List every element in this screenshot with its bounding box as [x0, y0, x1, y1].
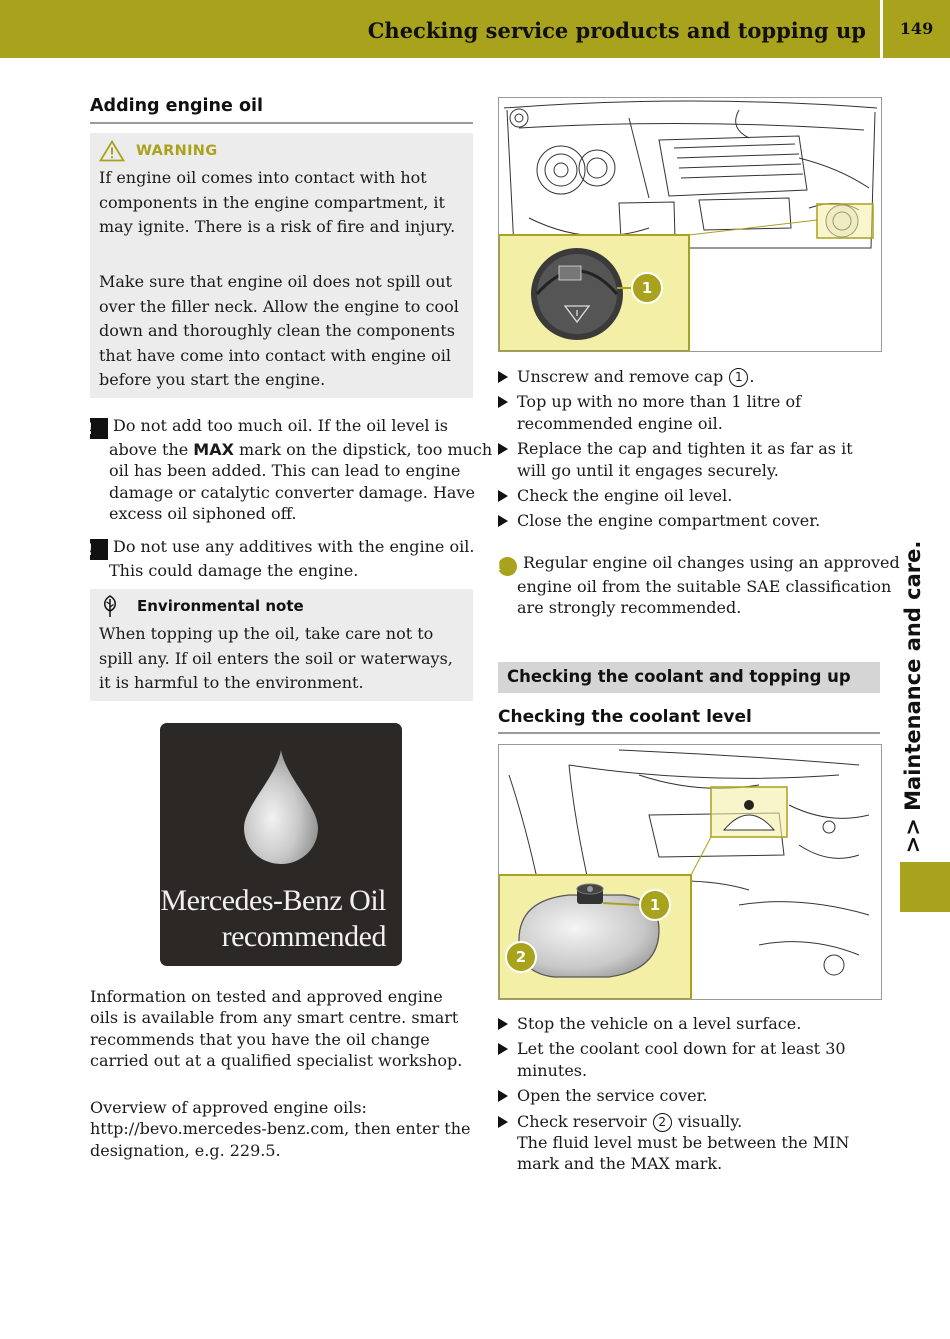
cap-reference: 1 [729, 368, 748, 387]
list-item: Stop the vehicle on a level surface. [498, 1013, 883, 1034]
coolant-subsection-title: Checking the coolant level [498, 707, 752, 727]
reservoir-reference: 2 [653, 1113, 672, 1132]
logo-line-2: recommended [221, 920, 386, 953]
callout-1: 1 [641, 279, 653, 297]
list-item: Top up with no more than 1 litre of recommended engine oil. [498, 391, 883, 434]
triangle-bullet-icon [498, 1090, 508, 1102]
oil-recommended-logo [160, 723, 402, 966]
info-icon: i [498, 557, 517, 576]
notice-additives: ! Do not use any additives with the engine oil. This could damage the engine. [85, 537, 475, 580]
triangle-bullet-icon [498, 1116, 508, 1128]
warning-box [90, 133, 473, 398]
warning-icon [99, 140, 125, 162]
triangle-bullet-icon [498, 443, 508, 455]
coolant-illustration [499, 745, 881, 999]
list-item: Let the coolant cool down for at least 30 minutes. [498, 1038, 883, 1081]
coolant-steps-list [498, 1013, 883, 1175]
list-item: Replace the cap and tighten it as far as it will go until it engages securely. [498, 438, 883, 481]
engine-compartment-figure [498, 97, 882, 352]
page-title: Checking service products and topping up [367, 18, 866, 43]
list-item: Close the engine compartment cover. [498, 510, 883, 531]
notice-overfill: ! Do not add too much oil. If the oil level is above the MAX mark on the dipstick, too much oil has been added. This can lead to engine damage or catalytic converter damage. Have excess oil siphoned off. [85, 416, 493, 524]
coolant-section-band [498, 662, 880, 693]
triangle-bullet-icon [498, 371, 508, 383]
page-number-box [883, 0, 950, 58]
callout-2: 2 [515, 948, 527, 966]
leaf-icon [99, 594, 121, 618]
section-title: Adding engine oil [90, 96, 263, 116]
max-mark: MAX [193, 440, 234, 459]
info-note: i Regular engine oil changes using an approved engine oil from the suitable SAE classification are strongly recommended. [495, 553, 900, 618]
side-tab-label: Maintenance and care. [901, 540, 925, 811]
list-item: Open the service cover. [498, 1085, 883, 1106]
coolant-section-title: Checking the coolant and topping up [507, 667, 851, 686]
coolant-reservoir-figure [498, 744, 882, 1000]
approved-oils-overview: Overview of approved engine oils: http://bevo.mercedes-benz.com, then enter the designation, e.g. 229.5. [90, 1098, 471, 1160]
list-item: Check reservoir 2 visually. The fluid level must be between the MIN mark and the MAX mark. [498, 1111, 883, 1175]
triangle-bullet-icon [498, 490, 508, 502]
triangle-bullet-icon [498, 515, 508, 527]
subsection-rule [498, 732, 880, 734]
triangle-bullet-icon [498, 396, 508, 408]
approved-oils-info: Information on tested and approved engine oils is available from any smart centre. smart recommends that you have the oil change carried out at a qualified specialist workshop. [90, 987, 463, 1071]
oil-steps-list [498, 366, 883, 532]
exclamation-icon: ! [90, 418, 108, 439]
engine-illustration [499, 98, 881, 351]
logo-line-1: Mercedes-Benz Oil [160, 884, 386, 917]
warning-text-1: If engine oil comes into contact with hot components in the engine compartment, it may ignite. There is a risk of fire and injury. [99, 168, 456, 237]
callout-1: 1 [649, 896, 661, 914]
list-item: Check the engine oil level. [498, 485, 883, 506]
environmental-note-text: When topping up the oil, take care not to spill any. If oil enters the soil or waterways, it is harmful to the environment. [99, 624, 453, 693]
triangle-bullet-icon [498, 1043, 508, 1055]
oil-drop-icon [240, 748, 322, 866]
exclamation-icon: ! [90, 539, 108, 560]
page-number: 149 [899, 19, 934, 38]
warning-title: WARNING [136, 143, 218, 159]
warning-text-2: Make sure that engine oil does not spill out over the filler neck. Allow the engine to cool down and thoroughly clean the components that have come into contact with engine oil before you start the engine. [99, 272, 459, 390]
section-rule [90, 122, 473, 124]
environmental-note-box [90, 589, 473, 701]
side-tab-block [900, 862, 950, 912]
side-tab-marker: >> [901, 818, 925, 854]
triangle-bullet-icon [498, 1018, 508, 1030]
environmental-note-title: Environmental note [137, 597, 304, 615]
fluid-level-note: The fluid level must be between the MIN mark and the MAX mark. [517, 1133, 850, 1174]
list-item: Unscrew and remove cap 1 . [498, 366, 883, 387]
